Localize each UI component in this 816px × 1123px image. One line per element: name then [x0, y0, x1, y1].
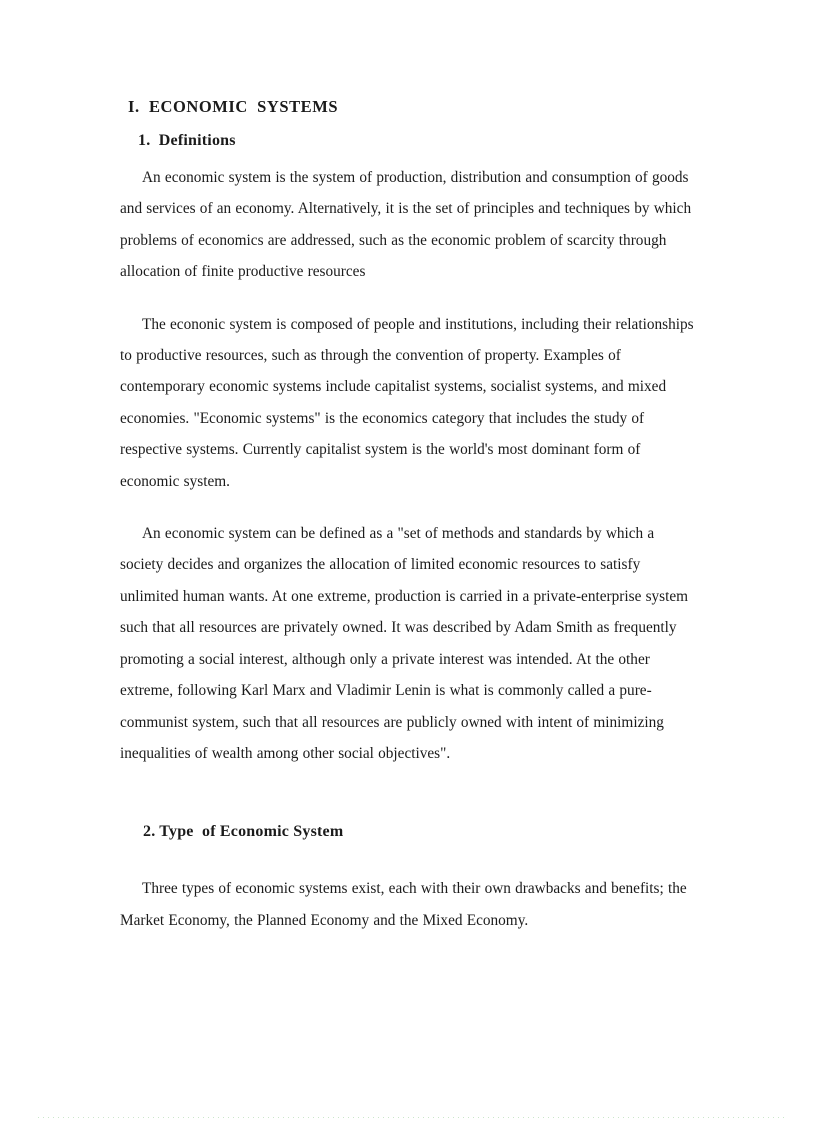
paragraph-three-types: Three types of economic systems exist, each with their own drawbacks and benefits; the Market Economy, the Planned Economy and the Mixed Economy.	[120, 880, 687, 929]
scan-artifact-dotted-line	[36, 1117, 788, 1118]
heading-spacer	[120, 843, 698, 873]
heading-economic-systems: I. ECONOMIC SYSTEMS	[128, 97, 339, 116]
document-body	[120, 96, 698, 936]
paragraph-system-composition: The econonic system is composed of people and institutions, including their relationships to productive resources, such as through the convention of property. Examples of contemporary economic systems include capitalist systems, socialist systems, and mixed economies. "Economic systems" is the economics category that includes the study of respective systems. Currently capitalist system is the world's most dominant form of economic system.	[120, 315, 694, 490]
section-spacer	[120, 769, 698, 821]
heading-definitions: 1. Definitions	[138, 132, 236, 149]
heading-type-of-economic-system: 2. Type of Economic System	[143, 823, 344, 841]
paragraph-definition-intro: An economic system is the system of production, distribution and consumption of goods and services of an economy. Alternatively, it is the set of principles and techniques by which problems of economics are addressed, such as the economic problem of scarcity through allocation of finite productive resources	[120, 169, 692, 281]
paragraph-set-of-methods: An economic system can be defined as a "set of methods and standards by which a society decides and organizes the allocation of limited economic resources to satisfy unlimited human wants. At one extreme, production is carried in a private-enterprise system such that all resources are privately owned. It was described by Adam Smith as frequently promoting a social interest, although only a private interest was intended. At the other extreme, following Karl Marx and Vladimir Lenin is what is commonly called a pure-communist system, such that all resources are publicly owned with intent of minimizing inequalities of wealth among other social objectives".	[120, 525, 689, 762]
